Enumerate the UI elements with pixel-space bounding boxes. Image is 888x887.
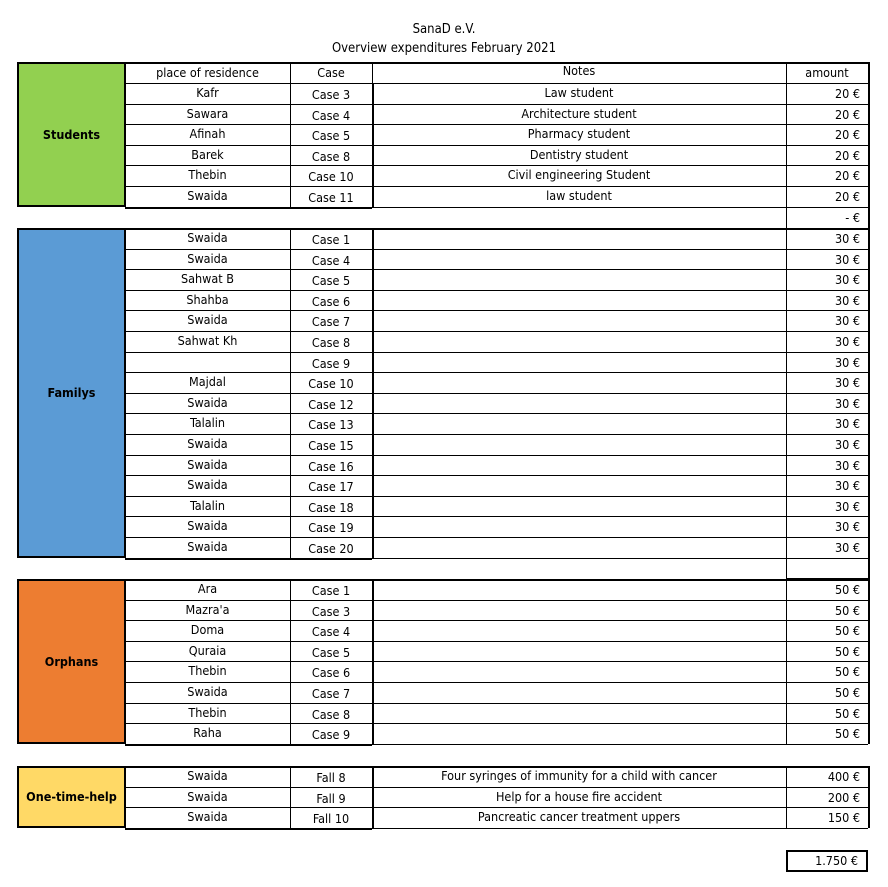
- notes-cell: Pharmacy student: [527, 126, 631, 142]
- place-cell: Raha: [193, 725, 222, 741]
- case-cell: Case 4: [311, 624, 351, 640]
- case-cell: Fall 10: [312, 811, 350, 827]
- grid-line: [125, 310, 868, 311]
- case-cell: Case 7: [311, 314, 351, 330]
- grid-line: [372, 62, 373, 83]
- grid-line: [125, 579, 868, 581]
- place-cell: Swaida: [187, 394, 228, 410]
- grid-line: [125, 331, 868, 332]
- amount-cell: 200 €: [827, 789, 860, 805]
- place-cell: Swaida: [187, 518, 228, 534]
- amount-cell: 30 €: [834, 272, 860, 288]
- case-cell: Case 16: [308, 458, 354, 474]
- grid-line: [125, 620, 868, 621]
- grid-line: [786, 558, 787, 579]
- grid-line: [125, 104, 868, 105]
- header-notes: Notes: [562, 63, 596, 78]
- header-amount: amount: [805, 65, 849, 80]
- amount-cell: 50 €: [834, 685, 860, 700]
- amount-cell: 30 €: [834, 457, 860, 473]
- place-cell: Majdal: [189, 374, 226, 390]
- case-cell: Case 12: [308, 396, 354, 412]
- category-orphans: Orphans: [17, 579, 126, 744]
- place-cell: Swaida: [187, 684, 228, 699]
- case-cell: Case 4: [311, 107, 351, 123]
- amount-cell: 30 €: [834, 437, 860, 452]
- grid-line: [290, 83, 291, 207]
- case-cell: Case 5: [311, 644, 351, 660]
- grid-line: [786, 62, 787, 83]
- grid-line: [868, 766, 870, 828]
- case-cell: Case 10: [308, 169, 354, 185]
- amount-cell: 20 €: [834, 106, 860, 122]
- grid-line: [125, 807, 868, 808]
- grid-line: [372, 228, 374, 558]
- category-familys: Familys: [17, 228, 126, 558]
- grid-line: [372, 744, 868, 745]
- grid-line: [125, 372, 868, 373]
- grid-line: [125, 661, 868, 662]
- grid-line: [372, 83, 374, 207]
- grid-line: [372, 558, 868, 559]
- case-cell: Case 20: [308, 541, 354, 556]
- place-cell: Ara: [197, 581, 218, 596]
- amount-cell: 50 €: [834, 623, 860, 639]
- grid-line: [125, 455, 868, 456]
- grid-line: [786, 766, 787, 828]
- grid-line: [125, 828, 372, 830]
- case-cell: Case 8: [311, 706, 351, 722]
- category-onetime: One-time-help: [17, 766, 126, 828]
- case-cell: Case 8: [311, 148, 351, 164]
- grid-line: [786, 578, 868, 579]
- amount-cell: 30 €: [834, 231, 860, 246]
- grid-line: [372, 766, 374, 828]
- grid-line: [372, 207, 868, 208]
- amount-cell: 30 €: [834, 540, 860, 555]
- place-cell: Swaida: [187, 539, 228, 554]
- grid-line: [125, 558, 372, 560]
- category-students: Students: [17, 62, 126, 207]
- grid-line: [125, 475, 868, 476]
- case-cell: Fall 8: [316, 770, 346, 785]
- amount-cell: 50 €: [834, 664, 860, 680]
- case-cell: Case 11: [308, 190, 354, 205]
- place-cell: Sahwat B: [181, 271, 234, 287]
- amount-cell: 30 €: [834, 519, 860, 535]
- place-cell: Swaida: [187, 250, 228, 266]
- org-name: SanaD e.V.: [412, 22, 476, 37]
- grid-line: [125, 249, 868, 250]
- case-cell: Case 1: [311, 232, 351, 247]
- grid-line: [868, 558, 870, 579]
- amount-cell: 30 €: [834, 416, 860, 432]
- case-cell: Case 1: [311, 583, 351, 598]
- case-cell: Case 7: [311, 686, 351, 701]
- grid-line: [125, 352, 868, 353]
- grid-line: [125, 124, 868, 125]
- grid-line: [125, 83, 868, 84]
- place-cell: Swaida: [187, 188, 228, 203]
- grid-line: [786, 83, 787, 207]
- place-cell: Mazra'a: [185, 601, 230, 617]
- amount-cell: 20 €: [834, 147, 860, 163]
- place-cell: Thebin: [188, 663, 227, 679]
- grid-line: [786, 579, 787, 744]
- place-cell: Talalin: [189, 497, 226, 513]
- case-cell: Case 8: [311, 335, 351, 350]
- case-cell: Case 18: [308, 499, 354, 515]
- grid-line: [125, 766, 868, 768]
- place-cell: Swaida: [187, 230, 228, 245]
- grid-line: [290, 766, 291, 828]
- case-cell: Case 10: [308, 376, 354, 392]
- amount-cell: 20 €: [834, 127, 860, 143]
- page-title: Overview expenditures February 2021: [331, 41, 557, 56]
- place-cell: Sahwat Kh: [177, 333, 238, 348]
- grid-line: [125, 723, 868, 724]
- amount-cell: 50 €: [834, 582, 860, 597]
- case-cell: Case 6: [311, 293, 351, 309]
- place-cell: Doma: [190, 622, 225, 638]
- place-cell: Swaida: [187, 768, 228, 783]
- grid-line: [125, 207, 372, 209]
- grid-line: [125, 393, 868, 394]
- amount-cell: 20 €: [834, 189, 860, 204]
- amount-cell: 150 €: [827, 810, 860, 826]
- place-cell: Thebin: [188, 704, 227, 720]
- grid-line: [125, 145, 868, 146]
- grid-line: [125, 290, 868, 291]
- case-cell: Case 3: [311, 87, 351, 102]
- grid-line: [868, 83, 870, 207]
- grid-line: [290, 228, 291, 558]
- grid-line: [290, 62, 291, 83]
- grid-line: [125, 413, 868, 414]
- place-cell: Shahba: [186, 291, 229, 307]
- grid-line: [868, 228, 870, 558]
- place-cell: Sawara: [186, 105, 229, 121]
- notes-cell: Architecture student: [521, 105, 637, 121]
- case-cell: Case 17: [308, 479, 354, 495]
- case-cell: Case 3: [311, 603, 351, 619]
- grid-line: [868, 62, 870, 83]
- grid-line: [125, 600, 868, 601]
- amount-cell: 50 €: [834, 602, 860, 618]
- place-cell: Swaida: [187, 809, 228, 825]
- notes-cell: law student: [546, 188, 612, 203]
- grid-line: [290, 579, 291, 744]
- case-cell: Case 15: [308, 438, 354, 453]
- place-cell: Swaida: [187, 312, 228, 328]
- case-cell: Case 6: [311, 665, 351, 681]
- total-amount: 1.750 €: [786, 850, 868, 872]
- amount-cell: 30 €: [834, 395, 860, 411]
- grid-line: [125, 537, 868, 538]
- grid-line: [786, 228, 787, 558]
- notes-cell: Law student: [544, 85, 614, 100]
- header-place: place of residence: [156, 65, 259, 80]
- amount-cell: 30 €: [834, 478, 860, 494]
- case-cell: Case 9: [311, 355, 351, 371]
- place-cell: Swaida: [187, 788, 228, 804]
- place-cell: Swaida: [187, 456, 228, 472]
- case-cell: Case 19: [308, 520, 354, 536]
- case-cell: Case 9: [311, 727, 351, 743]
- header-case: Case: [317, 65, 345, 80]
- grid-line: [125, 165, 868, 166]
- amount-cell: 50 €: [834, 705, 860, 721]
- place-cell: Thebin: [188, 167, 227, 183]
- case-cell: Case 13: [308, 417, 354, 433]
- case-cell: Case 5: [311, 128, 351, 144]
- notes-cell: Four syringes of immunity for a child with cancer: [441, 768, 717, 783]
- grid-line: [868, 207, 870, 228]
- grid-line: [125, 744, 372, 746]
- case-cell: Case 5: [311, 273, 351, 289]
- grid-line: [125, 434, 868, 435]
- amount-cell: 30 €: [834, 334, 860, 349]
- grid-line: [125, 682, 868, 683]
- place-cell: Swaida: [187, 436, 228, 451]
- amount-cell: 400 €: [827, 769, 860, 784]
- amount-cell: 30 €: [834, 251, 860, 267]
- place-cell: Kafr: [196, 85, 219, 100]
- amount-cell: 30 €: [834, 498, 860, 514]
- notes-cell: Civil engineering Student: [507, 167, 651, 183]
- grid-line: [17, 62, 868, 64]
- amount-cell: 30 €: [834, 375, 860, 391]
- amount-cell: 30 €: [834, 354, 860, 370]
- place-cell: Swaida: [187, 477, 228, 493]
- grid-line: [125, 228, 868, 230]
- amount-cell: 50 €: [834, 726, 860, 742]
- place-cell: Quraia: [188, 642, 227, 658]
- grid-line: [125, 703, 868, 704]
- grid-line: [125, 787, 868, 788]
- amount-cell: 20 €: [834, 86, 860, 101]
- case-cell: Fall 9: [316, 790, 346, 806]
- grid-line: [125, 516, 868, 517]
- grid-line: [125, 269, 868, 270]
- place-cell: Barek: [191, 146, 224, 162]
- amount-cell: 30 €: [834, 313, 860, 329]
- grid-line: [372, 579, 374, 744]
- amount-cell: 50 €: [834, 643, 860, 659]
- grid-line: [125, 496, 868, 497]
- notes-cell: Help for a house fire accident: [495, 788, 663, 804]
- empty-amount-cell: - €: [845, 209, 860, 225]
- grid-line: [372, 828, 868, 829]
- grid-line: [786, 207, 787, 228]
- notes-cell: Pancreatic cancer treatment uppers: [477, 809, 681, 825]
- case-cell: Case 4: [311, 252, 351, 268]
- place-cell: Talalin: [189, 415, 226, 431]
- notes-cell: Dentistry student: [529, 146, 629, 162]
- grid-line: [868, 579, 870, 744]
- grid-line: [125, 186, 868, 187]
- grid-line: [125, 641, 868, 642]
- amount-cell: 30 €: [834, 292, 860, 308]
- place-cell: Afinah: [189, 126, 226, 142]
- amount-cell: 20 €: [834, 168, 860, 184]
